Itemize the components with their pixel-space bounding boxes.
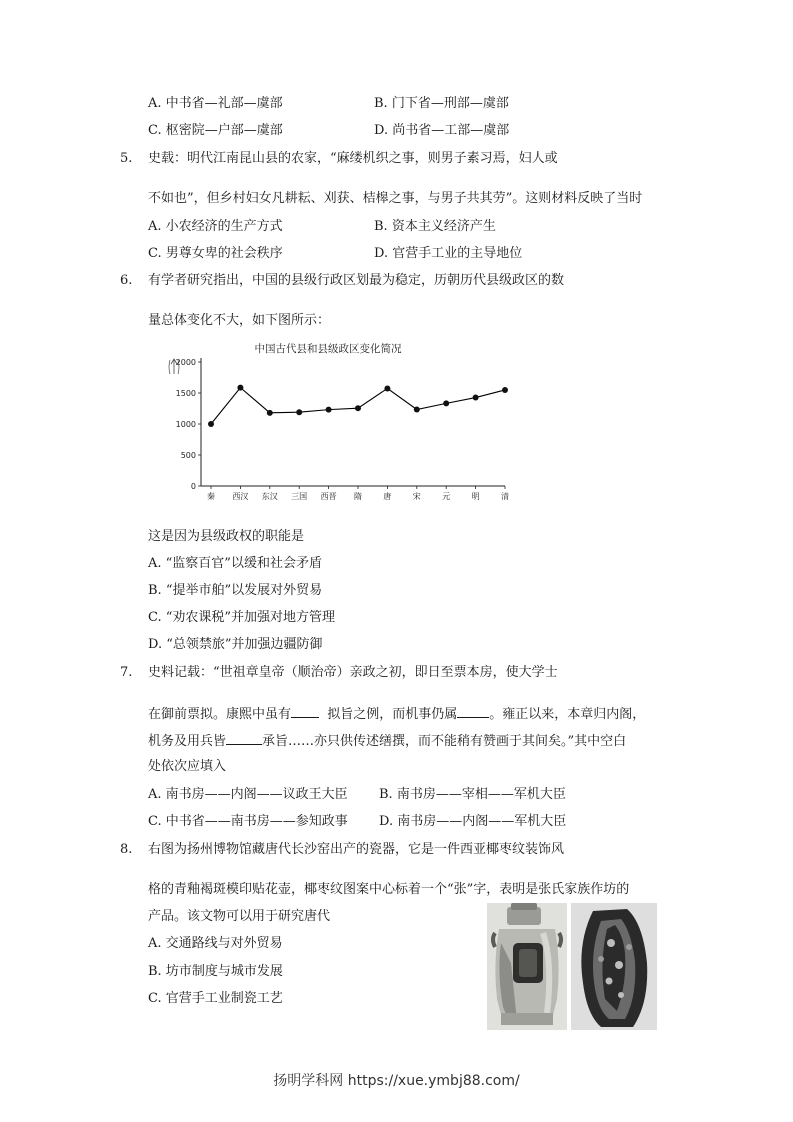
q5-option-c: C. 男尊女卑的社会秩序: [148, 246, 283, 261]
q7-option-c: C. 中书省——南书房——参知政事: [148, 814, 348, 829]
ewer-photo: [487, 903, 567, 1030]
chart-svg: [168, 338, 513, 500]
q5-stem-line1: 史载：明代江南昆山县的农家，“麻缕机织之事，则男子素习焉，妇人或: [148, 151, 558, 166]
q8-option-b: B. 坊市制度与城市发展: [148, 964, 283, 979]
q7-line2-part1: 在御前票拟。康熙中虽有: [148, 707, 292, 722]
chart-title: 中国古代县和县级政区变化简况: [254, 343, 402, 355]
q7-blank-2: [457, 704, 489, 718]
x-tick-label: 元: [442, 492, 451, 500]
q4-option-c: C. 枢密院—户部—虞部: [148, 123, 283, 138]
x-tick-label: 宋: [412, 492, 421, 500]
x-tick-label: 清: [501, 492, 509, 500]
chart-axes: [198, 358, 505, 489]
x-tick-label: 西晋: [320, 492, 337, 500]
q7-line2-part2: 拟旨之例，而机事仍属: [327, 707, 458, 722]
y-tick-label: 500: [180, 451, 196, 460]
data-point: [296, 409, 302, 415]
footer-watermark: 扬明学科网 https://xue.ymbj88.com/: [273, 1073, 520, 1089]
y-tick-labels: [176, 358, 196, 491]
q6-option-a: A. “监察百官”以缓和社会矛盾: [148, 556, 322, 571]
q6-stem-line2: 量总体变化不大，如下图所示：: [148, 313, 331, 328]
data-point: [237, 385, 243, 391]
q8-stem-line3: 产品。该文物可以用于研究唐代: [148, 909, 331, 924]
date-palm-motif-photo: [571, 903, 657, 1030]
x-tick-label: 明: [471, 492, 480, 500]
q8-option-a: A. 交通路线与对外贸易: [148, 936, 283, 951]
data-point: [473, 395, 479, 401]
q7-stem-line2: [148, 704, 645, 724]
q8-stem-line1: 右图为扬州博物馆藏唐代长沙窑出产的瓷器，它是一件西亚椰枣纹装饰风: [148, 842, 565, 857]
q8-stem-line2: 格的青釉褐斑模印贴花壶，椰枣纹图案中心标着一个“张”字，表明是张氏家族作坊的: [148, 882, 630, 897]
y-tick-label: 1000: [175, 420, 196, 429]
q7-number: 7.: [120, 665, 133, 680]
county-count-chart: [168, 338, 513, 500]
q5-option-d: D. 官营手工业的主导地位: [374, 246, 523, 261]
x-tick-label: 西汉: [232, 492, 249, 500]
q8-option-c: C. 官营手工业制瓷工艺: [148, 991, 283, 1006]
data-point: [502, 387, 508, 393]
y-tick-label: 0: [190, 482, 196, 491]
q7-option-a: A. 南书房——内阁——议政王大臣: [148, 787, 348, 802]
q7-stem-line4: 处依次应填入: [148, 759, 227, 774]
data-point: [414, 406, 420, 412]
q6-stem-line1: 有学者研究指出，中国的县级行政区划最为稳定，历朝历代县级政区的数: [148, 273, 565, 288]
q5-option-b: B. 资本主义经济产生: [374, 219, 496, 234]
q4-option-d: D. 尚书省—工部—虞部: [374, 123, 510, 138]
q5-option-a: A. 小农经济的生产方式: [148, 219, 283, 234]
data-point: [443, 400, 449, 406]
q7-stem-line3: [148, 731, 626, 751]
data-point: [267, 410, 273, 416]
q6-option-d: D. “总领禁旅”并加强边疆防御: [148, 637, 323, 652]
q4-option-a: A. 中书省—礼部—虞部: [148, 96, 283, 111]
q7-stem-line1: 史料记载：“世祖章皇帝（顺治帝）亲政之初，即日至票本房，使大学士: [148, 665, 558, 680]
q7-line3-part1: 机务及用兵皆: [148, 734, 227, 749]
x-tick-label: 三国: [291, 492, 308, 500]
y-tick-label: 1500: [175, 389, 196, 398]
q5-number: 5.: [120, 151, 133, 166]
x-tick-label: 隋: [354, 492, 362, 500]
data-point: [326, 407, 332, 413]
q7-option-d: D. 南书房——内阁——军机大臣: [379, 814, 567, 829]
y-tick-label: 2000: [175, 358, 196, 367]
x-tick-label: 秦: [207, 492, 215, 500]
q5-stem-line2: 不如也”，但乡村妇女凡耕耘、刈获、桔槔之事，与男子共其劳”。这则材料反映了当时: [148, 191, 643, 206]
q4-option-b: B. 门下省—刑部—虞部: [374, 96, 509, 111]
data-point: [355, 405, 361, 411]
q7-blank-3: [226, 731, 262, 745]
q6-option-b: B. “提举市舶”以发展对外贸易: [148, 583, 323, 598]
q7-option-b: B. 南书房——宰相——军机大臣: [379, 787, 566, 802]
q8-number: 8.: [120, 842, 133, 857]
x-tick-label: 东汉: [261, 492, 278, 500]
q7-line3-part2: 承旨……亦只供传述缮撰，而不能稍有赞画于其间矣。”其中空白: [262, 734, 627, 749]
data-point: [384, 385, 390, 391]
x-tick-labels: [207, 491, 509, 500]
q6-question: 这是因为县级政权的职能是: [148, 529, 305, 544]
q7-blank-1: [291, 704, 319, 718]
q7-line2-part3: 。雍正以来，本章归内阁，: [489, 707, 646, 722]
q6-option-c: C. “劝农课税”并加强对地方管理: [148, 610, 336, 625]
x-tick-label: 唐: [383, 492, 392, 500]
series-points: [208, 385, 508, 427]
q6-number: 6.: [120, 273, 133, 288]
data-point: [208, 421, 214, 427]
